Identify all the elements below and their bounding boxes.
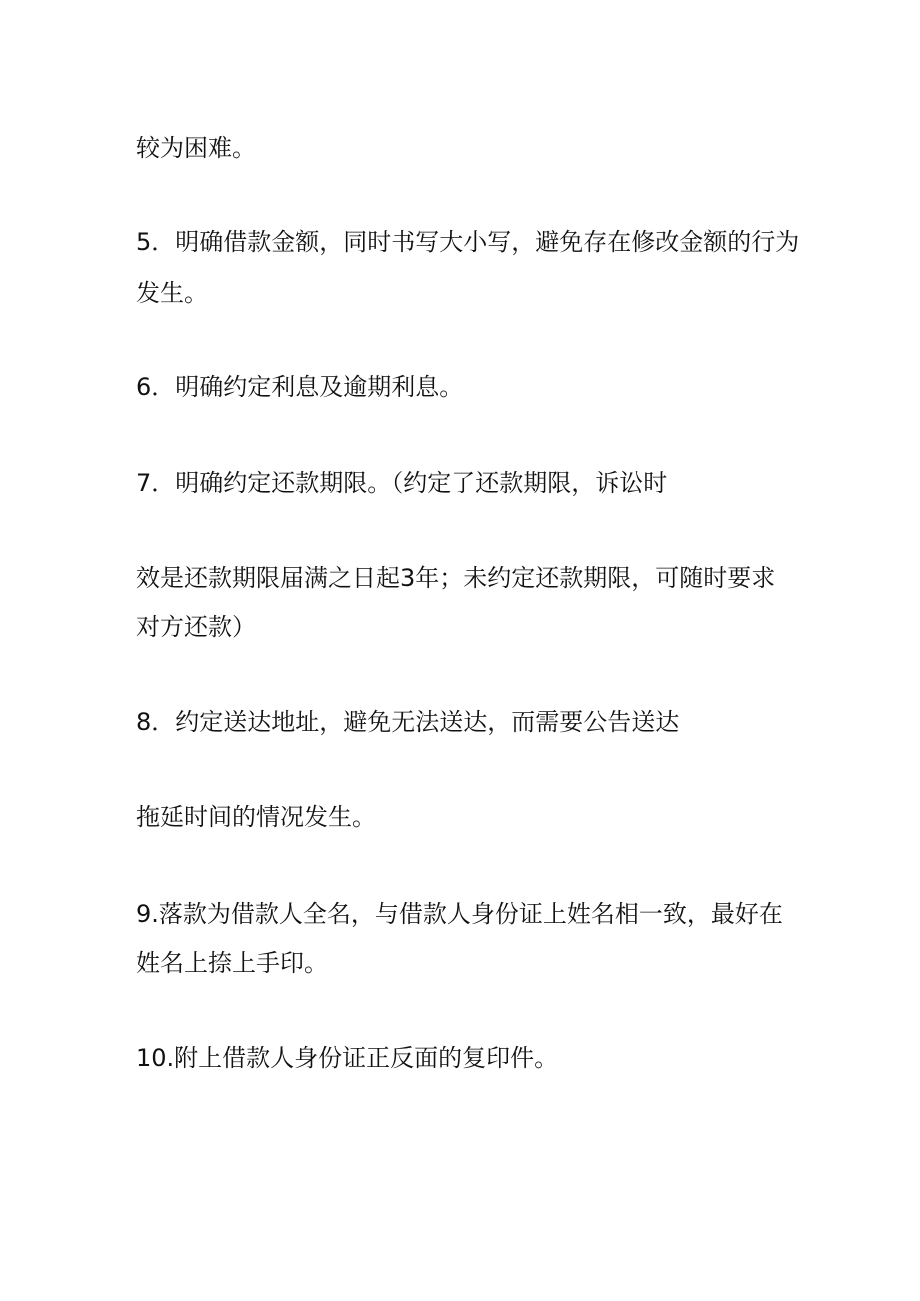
item-7-line-1: 7．明确约定还款期限。（约定了还款期限，诉讼时 xyxy=(136,469,668,497)
text-line-continuation: 较为困难。 xyxy=(136,134,256,162)
item-6: 6．明确约定利息及逾期利息。 xyxy=(136,373,464,401)
item-9-line-1: 9.落款为借款人全名，与借款人身份证上姓名相一致，最好在 xyxy=(136,900,783,928)
item-8-line-1: 8．约定送达地址，避免无法送达，而需要公告送达 xyxy=(136,708,680,736)
item-5-line-2: 发生。 xyxy=(136,279,208,307)
item-7-line-2: 效是还款期限届满之日起3年；未约定还款期限，可随时要求 xyxy=(136,564,776,592)
item-9-line-2: 姓名上捺上手印。 xyxy=(136,949,328,977)
item-8-line-2: 拖延时间的情况发生。 xyxy=(136,803,376,831)
item-7-line-3: 对方还款） xyxy=(136,613,256,641)
item-5-line-1: 5．明确借款金额，同时书写大小写，避免存在修改金额的行为 xyxy=(136,228,800,256)
item-10: 10.附上借款人身份证正反面的复印件。 xyxy=(136,1044,559,1072)
